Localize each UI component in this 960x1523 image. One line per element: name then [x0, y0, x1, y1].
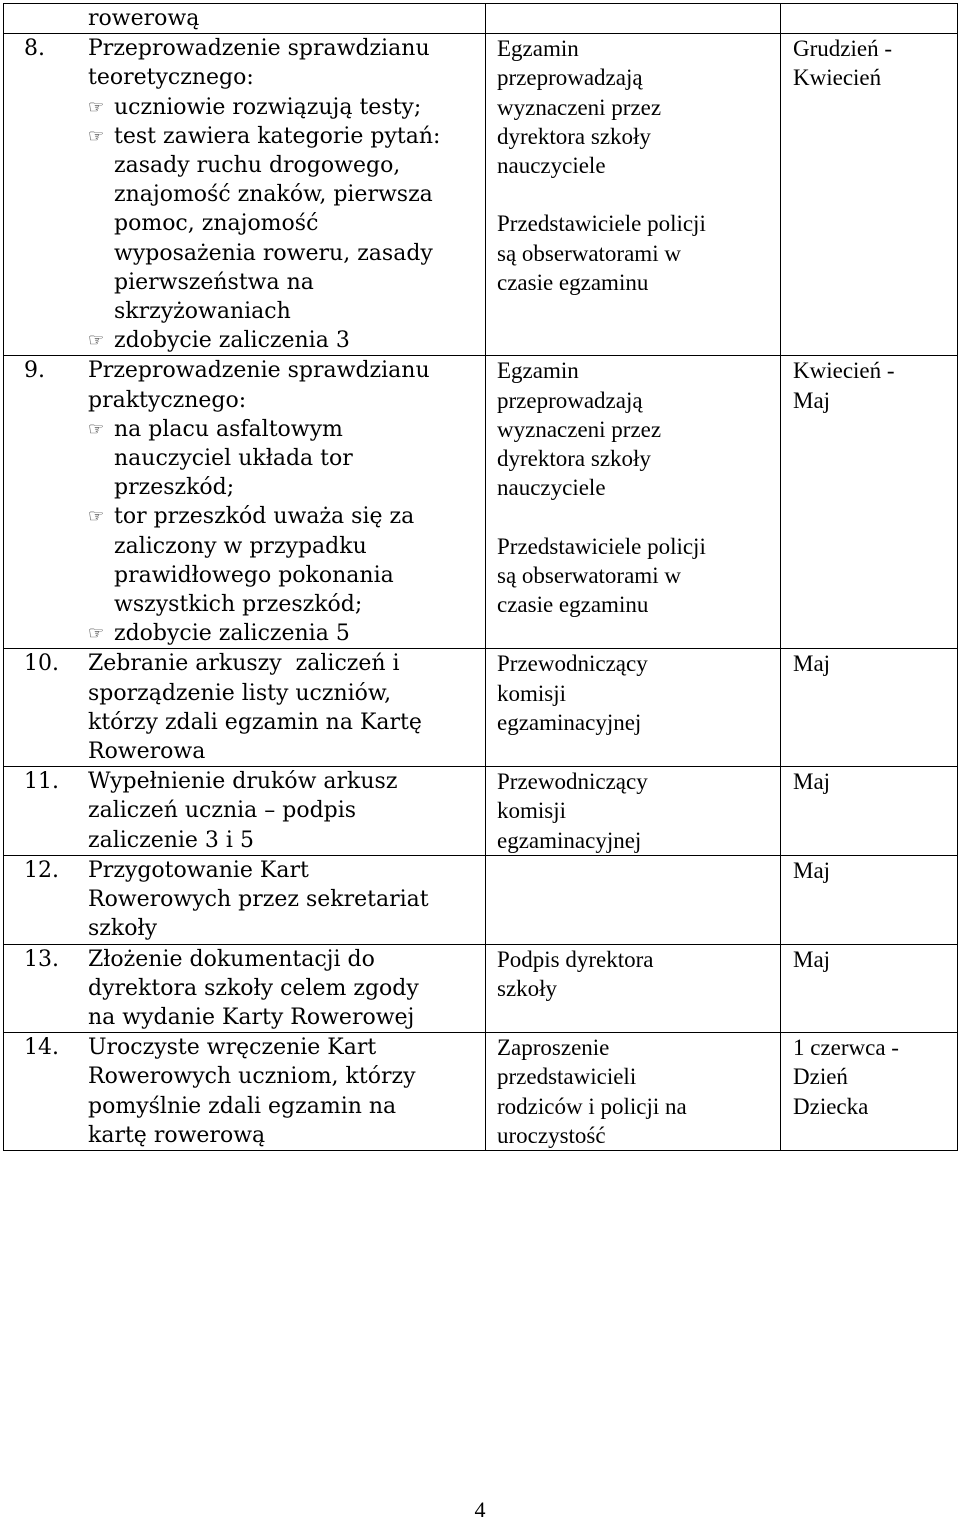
term-cell [781, 356, 958, 649]
bullet-text [114, 326, 350, 355]
pointing-hand-icon: ☞ [88, 96, 105, 118]
activity-line: kartę rowerową [88, 1122, 266, 1148]
continuation-cell [4, 4, 486, 34]
bullet-line: zdobycie zaliczenia 5 [114, 621, 350, 647]
responsible-line: uroczystość [497, 1122, 606, 1148]
responsible-cell [486, 34, 781, 356]
bullet-item [88, 122, 479, 326]
activity-text [88, 34, 485, 355]
activity-line: pomyślnie zdali egzamin na [88, 1093, 397, 1119]
continuation-empty-cell [781, 4, 958, 34]
continuation-text: rowerową [88, 6, 200, 31]
responsible-line: Przewodniczący [497, 769, 648, 795]
term-line: Grudzień - [793, 36, 892, 62]
activity-line: Wypełnienie druków arkusz [88, 769, 398, 795]
row-number: 9. [24, 358, 45, 384]
bullet-item [88, 502, 479, 619]
bullet-item [88, 415, 479, 503]
responsible-line: Podpis dyrektora [497, 946, 654, 972]
responsible-line: przeprowadzają [497, 65, 643, 91]
bullet-item [88, 93, 479, 122]
table-row [4, 1033, 958, 1151]
responsible-line: dyrektora szkoły [497, 446, 651, 472]
responsible-cell [486, 649, 781, 767]
table-row [4, 767, 958, 856]
responsible-cell [486, 855, 781, 944]
responsible-line: przedstawicieli [497, 1064, 637, 1090]
term-line: Maj [793, 387, 831, 413]
term-cell [781, 34, 958, 356]
term-line: 1 czerwca - [793, 1035, 899, 1061]
responsible-cell [486, 356, 781, 649]
term-line: Dzień [793, 1064, 848, 1090]
responsible-line: Przedstawiciele policji [497, 533, 706, 559]
term-cell [781, 855, 958, 944]
responsible-line: dyrektora szkoły [497, 123, 651, 149]
row-number: 11. [24, 769, 59, 795]
term-line: Dziecka [793, 1093, 869, 1119]
pointing-hand-icon: ☞ [88, 623, 105, 645]
term-line: Maj [793, 769, 831, 795]
table-row [4, 944, 958, 1033]
activity-line: Uroczyste wręczenie Kart [88, 1035, 377, 1061]
activity-cell [4, 944, 486, 1033]
responsible-cell [486, 944, 781, 1033]
activity-line: Przeprowadzenie sprawdzianu [88, 36, 430, 62]
responsible-line: czasie egzaminu [497, 592, 649, 618]
activity-line: Przygotowanie Kart [88, 857, 309, 883]
responsible-line: szkoły [497, 975, 558, 1001]
row-number: 8. [24, 36, 45, 62]
activity-cell [4, 767, 486, 856]
responsible-line: są obserwatorami w [497, 240, 681, 266]
responsible-line: wyznaczeni przez [497, 94, 662, 120]
responsible-line: nauczyciele [497, 153, 606, 179]
schedule-table [3, 3, 958, 1151]
activity-line: Rowerowych przez sekretariat [88, 887, 429, 913]
schedule-table-body [4, 4, 958, 1151]
activity-text [88, 856, 485, 944]
paragraph-gap [497, 180, 774, 209]
bullet-item [88, 619, 479, 648]
row-number: 14. [24, 1035, 59, 1061]
activity-line: Przeprowadzenie sprawdzianu [88, 358, 430, 384]
paragraph-gap [497, 502, 774, 531]
pointing-hand-icon: ☞ [88, 506, 105, 528]
continuation-empty-cell [486, 4, 781, 34]
responsible-cell [486, 1033, 781, 1151]
term-line: Maj [793, 946, 831, 972]
bullet-text [114, 93, 421, 122]
activity-line: Złożenie dokumentacji do [88, 946, 375, 972]
responsible-line: komisji [497, 798, 567, 824]
row-number: 12. [24, 857, 59, 883]
activity-text [88, 1033, 485, 1150]
bullet-line: przeszkód; [114, 475, 235, 501]
responsible-line: nauczyciele [497, 475, 606, 501]
bullet-line: prawidłowego pokonania [114, 562, 394, 588]
responsible-line: Egzamin [497, 358, 579, 384]
bullet-line: znajomość znaków, pierwsza [114, 182, 433, 208]
bullet-line: nauczyciel układa tor [114, 446, 353, 472]
activity-text [88, 945, 485, 1033]
bullet-text [114, 502, 414, 619]
responsible-line: Zaproszenie [497, 1035, 610, 1061]
activity-line: praktycznego: [88, 387, 247, 413]
responsible-line: wyznaczeni przez [497, 416, 662, 442]
term-line: Maj [793, 651, 831, 677]
activity-line: sporządzenie listy uczniów, [88, 680, 392, 706]
responsible-line: Przewodniczący [497, 651, 648, 677]
bullet-line: zasady ruchu drogowego, [114, 153, 401, 179]
bullet-line: pierwszeństwa na [114, 269, 314, 295]
bullet-line: skrzyżowaniach [114, 299, 291, 325]
activity-cell [4, 34, 486, 356]
row-number: 10. [24, 651, 59, 677]
term-line: Kwiecień - [793, 358, 895, 384]
table-row [4, 34, 958, 356]
table-row [4, 649, 958, 767]
responsible-line: są obserwatorami w [497, 562, 681, 588]
table-row [4, 356, 958, 649]
bullet-line: zdobycie zaliczenia 3 [114, 328, 350, 354]
activity-cell [4, 356, 486, 649]
term-line: Kwiecień [793, 65, 882, 91]
responsible-line: przeprowadzają [497, 387, 643, 413]
activity-line: zaliczenie 3 i 5 [88, 827, 254, 853]
responsible-line: komisji [497, 680, 567, 706]
bullet-line: test zawiera kategorie pytań: [114, 123, 441, 149]
activity-text [88, 649, 485, 766]
term-cell [781, 649, 958, 767]
responsible-line: Przedstawiciele policji [497, 211, 706, 237]
activity-cell [4, 649, 486, 767]
pointing-hand-icon: ☞ [88, 330, 105, 352]
term-cell [781, 1033, 958, 1151]
pointing-hand-icon: ☞ [88, 125, 105, 147]
row-number: 13. [24, 946, 59, 972]
activity-line: którzy zdali egzamin na Kartę [88, 709, 422, 735]
bullet-line: wyposażenia roweru, zasady [114, 240, 433, 266]
page-number: 4 [474, 1497, 486, 1522]
activity-line: szkoły [88, 916, 158, 942]
continuation-row [4, 4, 958, 34]
bullet-item [88, 326, 479, 355]
term-cell [781, 944, 958, 1033]
bullet-line: wszystkich przeszkód; [114, 592, 363, 618]
responsible-line: rodziców i policji na [497, 1093, 687, 1119]
bullet-line: pomoc, znajomość [114, 211, 319, 237]
responsible-line: czasie egzaminu [497, 269, 649, 295]
activity-text [88, 767, 485, 855]
responsible-line: egzaminacyjnej [497, 827, 642, 853]
responsible-line: Egzamin [497, 36, 579, 62]
activity-cell [4, 855, 486, 944]
bullet-line: zaliczony w przypadku [114, 533, 367, 559]
activity-line: na wydanie Karty Rowerowej [88, 1004, 415, 1030]
activity-line: Zebranie arkuszy zaliczeń i [88, 651, 400, 677]
activity-line: zaliczeń ucznia – podpis [88, 798, 357, 824]
activity-text [88, 356, 485, 648]
activity-line: dyrektora szkoły celem zgody [88, 975, 419, 1001]
table-row [4, 855, 958, 944]
bullet-text [114, 619, 350, 648]
activity-line: Rowerowych uczniom, którzy [88, 1064, 416, 1090]
bullet-line: tor przeszkód uważa się za [114, 504, 415, 530]
responsible-line: egzaminacyjnej [497, 709, 642, 735]
bullet-line: uczniowie rozwiązują testy; [114, 94, 422, 120]
term-cell [781, 767, 958, 856]
bullet-text [114, 415, 353, 503]
activity-line: teoretycznego: [88, 65, 254, 91]
term-line: Maj [793, 857, 831, 883]
bullet-text [114, 122, 440, 326]
activity-line: Rowerowa [88, 739, 206, 765]
bullet-line: na placu asfaltowym [114, 416, 343, 442]
pointing-hand-icon: ☞ [88, 418, 105, 440]
responsible-cell [486, 767, 781, 856]
activity-cell [4, 1033, 486, 1151]
